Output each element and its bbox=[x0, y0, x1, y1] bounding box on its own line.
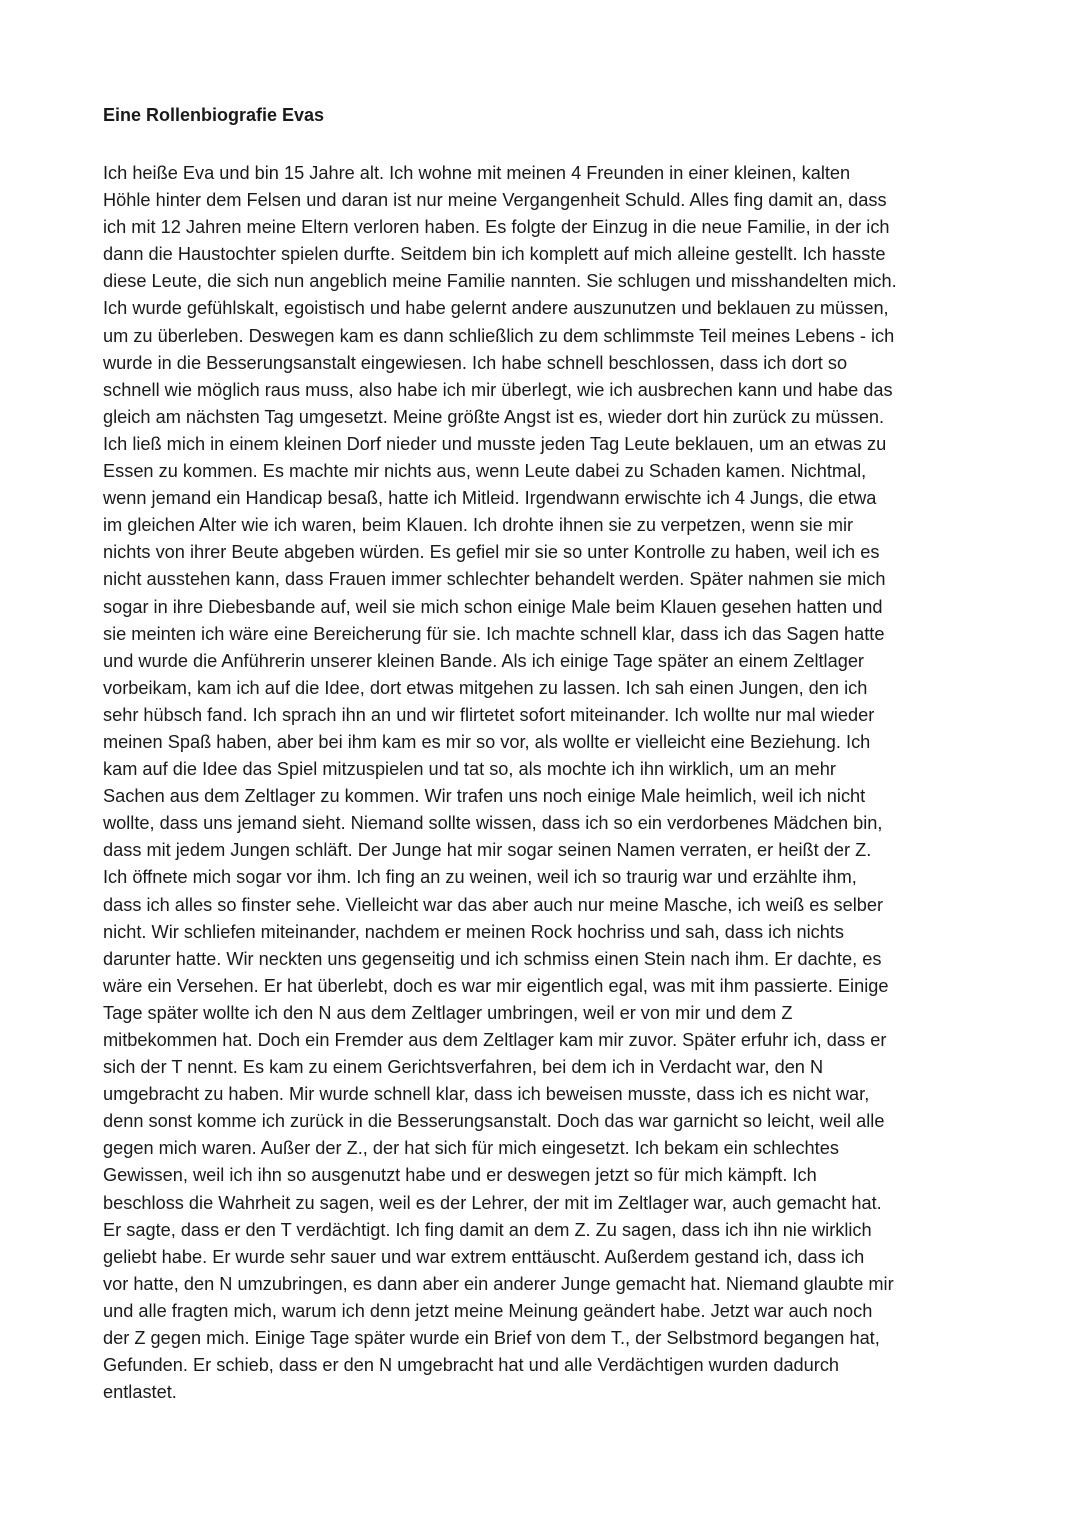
text-line: ich mit 12 Jahren meine Eltern verloren haben. Es folgte der Einzug in die neue Familie, in der ich bbox=[103, 217, 890, 238]
text-line: dann die Haustochter spielen durfte. Seitdem bin ich komplett auf mich alleine gestellt. Ich hasste bbox=[103, 244, 886, 265]
text-line: Ich öffnete mich sogar vor ihm. Ich fing an zu weinen, weil ich so traurig war und erzählte ihm, bbox=[103, 867, 857, 888]
text-line: entlastet. bbox=[103, 1382, 177, 1403]
text-line: wurde in die Besserungsanstalt eingewiesen. Ich habe schnell beschlossen, dass ich dort so bbox=[103, 352, 848, 373]
text-line: und alle fragten mich, warum ich denn jetzt meine Meinung geändert habe. Jetzt war auch noch bbox=[103, 1300, 873, 1321]
text-line: mitbekommen hat. Doch ein Fremder aus dem Zeltlager kam mir zuvor. Später erfuhr ich, dass er bbox=[103, 1030, 887, 1050]
text-line: sich der T nennt. Es kam zu einem Gerichtsverfahren, bei dem ich in Verdacht war, den N bbox=[103, 1057, 824, 1078]
text-line: wenn jemand ein Handicap besaß, hatte ich Mitleid. Irgendwann erwischte ich 4 Jungs, die etwa bbox=[103, 488, 877, 509]
text-line: schnell wie möglich raus muss, also habe ich mir überlegt, wie ich ausbrechen kann und habe das bbox=[103, 379, 893, 400]
text-line: dass mit jedem Jungen schläft. Der Junge hat mir sogar seinen Namen verraten, er heißt der Z. bbox=[103, 840, 872, 861]
text-line: wäre ein Versehen. Er hat überlebt, doch es war mir eigentlich egal, was mit ihm passierte. Einige bbox=[103, 975, 889, 996]
text-line: Ich heiße Eva und bin 15 Jahre alt. Ich wohne mit meinen 4 Freunden in einer kleinen, kalten bbox=[103, 163, 851, 183]
text-line: der Z gegen mich. Einige Tage später wurde ein Brief von dem T., der Selbstmord begangen hat, bbox=[103, 1328, 880, 1349]
text-line: beschloss die Wahrheit zu sagen, weil es der Lehrer, der mit im Zeltlager war, auch gemacht hat. bbox=[103, 1192, 882, 1213]
text-line: sie meinten ich wäre eine Bereicherung für sie. Ich machte schnell klar, dass ich das Sagen hatte bbox=[103, 623, 885, 644]
text-line: denn sonst komme ich zurück in die Besserungsanstalt. Doch das war garnicht so leicht, weil alle bbox=[103, 1111, 885, 1132]
text-line: sehr hübsch fand. Ich sprach ihn an und wir flirtetet sofort miteinander. Ich wollte nur mal wieder bbox=[103, 704, 875, 725]
text-line: diese Leute, die sich nun angeblich meine Familie nannten. Sie schlugen und misshandelten mich. bbox=[103, 271, 897, 292]
text-line: gegen mich waren. Außer der Z., der hat sich für mich eingesetzt. Ich bekam ein schlechtes bbox=[103, 1138, 839, 1159]
text-line: nicht. Wir schliefen miteinander, nachdem er meinen Rock hochriss und sah, dass ich nichts bbox=[103, 921, 844, 942]
text-line: Tage später wollte ich den N aus dem Zeltlager umbringen, weil er von mir und dem Z bbox=[103, 1002, 793, 1023]
text-line: und wurde die Anführerin unserer kleinen Bande. Als ich einige Tage später an einem Zeltlager bbox=[103, 650, 864, 671]
text-line: im gleichen Alter wie ich waren, beim Klauen. Ich drohte ihnen sie zu verpetzen, wenn sie mir bbox=[103, 515, 854, 536]
text-line: vor hatte, den N umzubringen, es dann aber ein anderer Junge gemacht hat. Niemand glaubte mir bbox=[103, 1273, 894, 1294]
document-body bbox=[103, 160, 983, 1406]
text-line: um zu überleben. Deswegen kam es dann schließlich zu dem schlimmste Teil meines Lebens - ich bbox=[103, 325, 895, 346]
text-line: Sachen aus dem Zeltlager zu kommen. Wir trafen uns noch einige Male heimlich, weil ich nicht bbox=[103, 786, 866, 807]
text-line: Ich wurde gefühlskalt, egoistisch und habe gelernt andere auszunutzen und beklauen zu müssen, bbox=[103, 298, 889, 319]
text-line: sogar in ihre Diebesbande auf, weil sie mich schon einige Male beim Klauen gesehen hatten und bbox=[103, 596, 883, 617]
text-line: kam auf die Idee das Spiel mitzuspielen und tat so, als mochte ich ihn wirklich, um an mehr bbox=[103, 759, 836, 780]
text-line: meinen Spaß haben, aber bei ihm kam es mir so vor, als wollte er vielleicht eine Beziehung. Ich bbox=[103, 731, 871, 752]
text-line: Ich ließ mich in einem kleinen Dorf nieder und musste jeden Tag Leute beklauen, um an etwas zu bbox=[103, 433, 887, 454]
text-line: Er sagte, dass er den T verdächtigt. Ich fing damit an dem Z. Zu sagen, dass ich ihn nie wirklich bbox=[103, 1219, 872, 1240]
text-line: umgebracht zu haben. Mir wurde schnell klar, dass ich beweisen musste, dass ich es nicht war, bbox=[103, 1084, 870, 1105]
text-line: vorbeikam, kam ich auf die Idee, dort etwas mitgehen zu lassen. Ich sah einen Jungen, den ich bbox=[103, 677, 868, 698]
text-line: Essen zu kommen. Es machte mir nichts aus, wenn Leute dabei zu Schaden kamen. Nichtmal, bbox=[103, 461, 867, 482]
document-title: Eine Rollenbiografie Evas bbox=[103, 105, 325, 125]
text-line: wollte, dass uns jemand sieht. Niemand sollte wissen, dass ich so ein verdorbenes Mädchen bin, bbox=[103, 813, 883, 834]
text-line: nicht ausstehen kann, dass Frauen immer schlechter behandelt werden. Später nahmen sie mich bbox=[103, 569, 886, 590]
text-line: Gefunden. Er schieb, dass er den N umgebracht hat und alle Verdächtigen wurden dadurch bbox=[103, 1355, 840, 1376]
text-line: Gewissen, weil ich ihn so ausgenutzt habe und er deswegen jetzt so für mich kämpft. Ich bbox=[103, 1165, 817, 1186]
text-line: geliebt habe. Er wurde sehr sauer und war extrem enttäuscht. Außerdem gestand ich, dass ich bbox=[103, 1246, 865, 1267]
text-line: dass ich alles so finster sehe. Vielleicht war das aber auch nur meine Masche, ich weiß es selber bbox=[103, 894, 884, 915]
text-line: nichts von ihrer Beute abgeben würden. Es gefiel mir sie so unter Kontrolle zu haben, weil ich es bbox=[103, 542, 880, 563]
text-line: darunter hatte. Wir neckten uns gegenseitig und ich schmiss einen Stein nach ihm. Er dachte, es bbox=[103, 948, 882, 969]
text-line: gleich am nächsten Tag umgesetzt. Meine größte Angst ist es, wieder dort hin zurück zu müssen. bbox=[103, 406, 885, 427]
text-line: Höhle hinter dem Felsen und daran ist nur meine Vergangenheit Schuld. Alles fing damit an, dass bbox=[103, 190, 887, 211]
document-page bbox=[103, 104, 983, 1406]
